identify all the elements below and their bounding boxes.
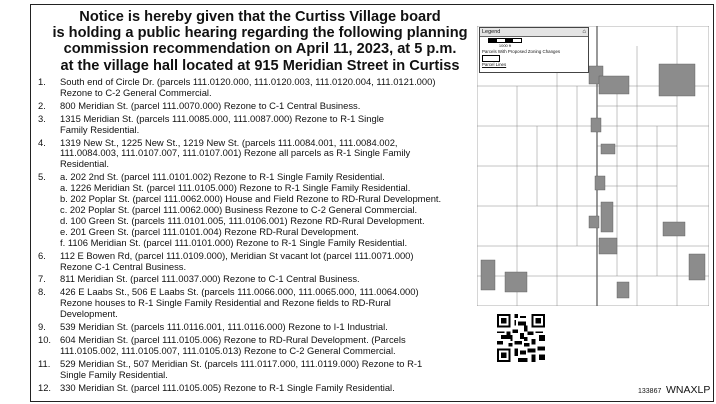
item-text: 529 Meridian St., 507 Meridian St. (parcels 111.0117.000, 111.0119.000) Rezone to R-1 Single Family Residential. (60, 357, 423, 380)
item-number: 2. (38, 99, 46, 111)
list-item (38, 383, 498, 394)
list-item (38, 77, 498, 99)
qr-code (497, 314, 545, 362)
list-item (38, 251, 498, 273)
scale-bar (488, 38, 522, 48)
rezoning-list (38, 77, 498, 395)
item-text: 811 Meridian St. (parcel 111.0037.000) Rezone to C-1 Central Business. (60, 273, 360, 285)
title-line: is holding a public hearing regarding the following planning (52, 25, 468, 42)
item-text: 330 Meridian St. (parcel 111.0105.005) Rezone to R-1 Single Family Residential. (60, 381, 395, 393)
item-text: 426 E Laabs St., 506 E Laabs St. (parcels 111.0066.000, 111.0065.000, 111.0064.000) Rezone houses to R-1 Single Family Residential and Rezone fields to RD-Rural Development. (60, 286, 419, 320)
item-number: 8. (38, 286, 46, 298)
map-legend (479, 27, 589, 73)
list-item (38, 274, 498, 285)
list-item (38, 138, 498, 171)
item-text: a. 202 2nd St. (parcel 111.0101.002) Rezone to R-1 Single Family Residential. a. 1226 Meridian St. (parcel 111.0105.000) Rezone to R-1 Single Family Residential. b. 202 Poplar St. (parcel 111.0062.000) House and Field Rezone to RD-Rural Development. c. 202 Poplar St. (parcel 111.0062.000) Business Rezone to C-2 General Commercial. d. 100 Green St. (parcels 111.0101.005, 111.0106.001) Rezone RD-Rural Development. e. 201 Green St. (parcel 111.0101.004) Rezone RD-Rural Development. f. 1106 Meridian St. (parcel 111.0101.000) Rezone to R-1 Single Family Residential. (60, 171, 442, 248)
list-item (38, 101, 498, 112)
legend-title: Legend (482, 29, 501, 35)
title-line: at the village hall located at 915 Meridian Street in Curtiss (60, 57, 460, 74)
item-number: 10. (38, 333, 52, 345)
ad-reference-number: 133867 (638, 388, 662, 395)
scale-label: 1000 ft (498, 43, 512, 48)
item-number: 7. (38, 273, 46, 285)
legend-swatch (482, 55, 500, 62)
title-line: commission recommendation on April 11, 2023, at 5 p.m. (63, 41, 457, 58)
item-text: 1319 New St., 1225 New St., 1219 New St. (parcels 111.0084.001, 111.0084.002, 111.0084.003, 111.0107.007, 111.0107.001) Rezone all parcels as R-1 Single Family Residential. (60, 136, 411, 170)
item-text: 1315 Meridian St. (parcels 111.0085.000, 111.0087.000) Rezone to R-1 Single Family Residential. (60, 112, 384, 135)
list-item (38, 114, 498, 136)
item-number: 4. (38, 136, 46, 148)
list-item (38, 359, 498, 381)
item-number: 11. (38, 357, 51, 369)
list-item (38, 287, 498, 320)
item-text: 800 Meridian St. (parcel 111.0070.000) Rezone to C-1 Central Business. (60, 99, 361, 111)
legend-parcel-lines: Parcel Lines (482, 62, 507, 67)
list-item (38, 322, 498, 333)
item-number: 6. (38, 249, 46, 261)
list-item (38, 172, 498, 248)
item-text: 604 Meridian St. (parcel 111.0105.006) Rezone to RD-Rural Development. (Parcels 111.0105.002, 111.0105.007, 111.0105.013) Rezone to C-2 General Commercial. (60, 333, 406, 356)
title-line: Notice is hereby given that the Curtiss Village board (79, 9, 441, 25)
item-number: 3. (38, 112, 46, 124)
item-number: 1. (38, 76, 46, 87)
legend-entry (482, 49, 585, 62)
item-number: 12. (38, 381, 52, 393)
item-text: 112 E Bowen Rd, (parcel 111.0109.000), Meridian St vacant lot (parcel 111.0071.000) Rezone C-1 Central Business. (60, 249, 414, 272)
notice-title (40, 9, 480, 74)
item-number: 9. (38, 321, 46, 333)
item-text: 539 Meridian St. (parcels 111.0116.001, 111.0116.000) Rezone to I-1 Industrial. (60, 321, 388, 333)
legend-entry-label: Parcels With Proposed Zoning Changes (482, 49, 561, 54)
item-text: South end of Circle Dr. (parcels 111.0120.000, 111.0120.003, 111.0120.004, 111.0121.000) Rezone to C-2 General Commercial. (60, 76, 436, 98)
item-number: 5. (38, 171, 46, 183)
station-code: WNAXLP (666, 384, 711, 396)
list-item (38, 335, 498, 357)
legend-header (480, 28, 588, 37)
home-icon[interactable]: ⌂ (582, 29, 586, 35)
